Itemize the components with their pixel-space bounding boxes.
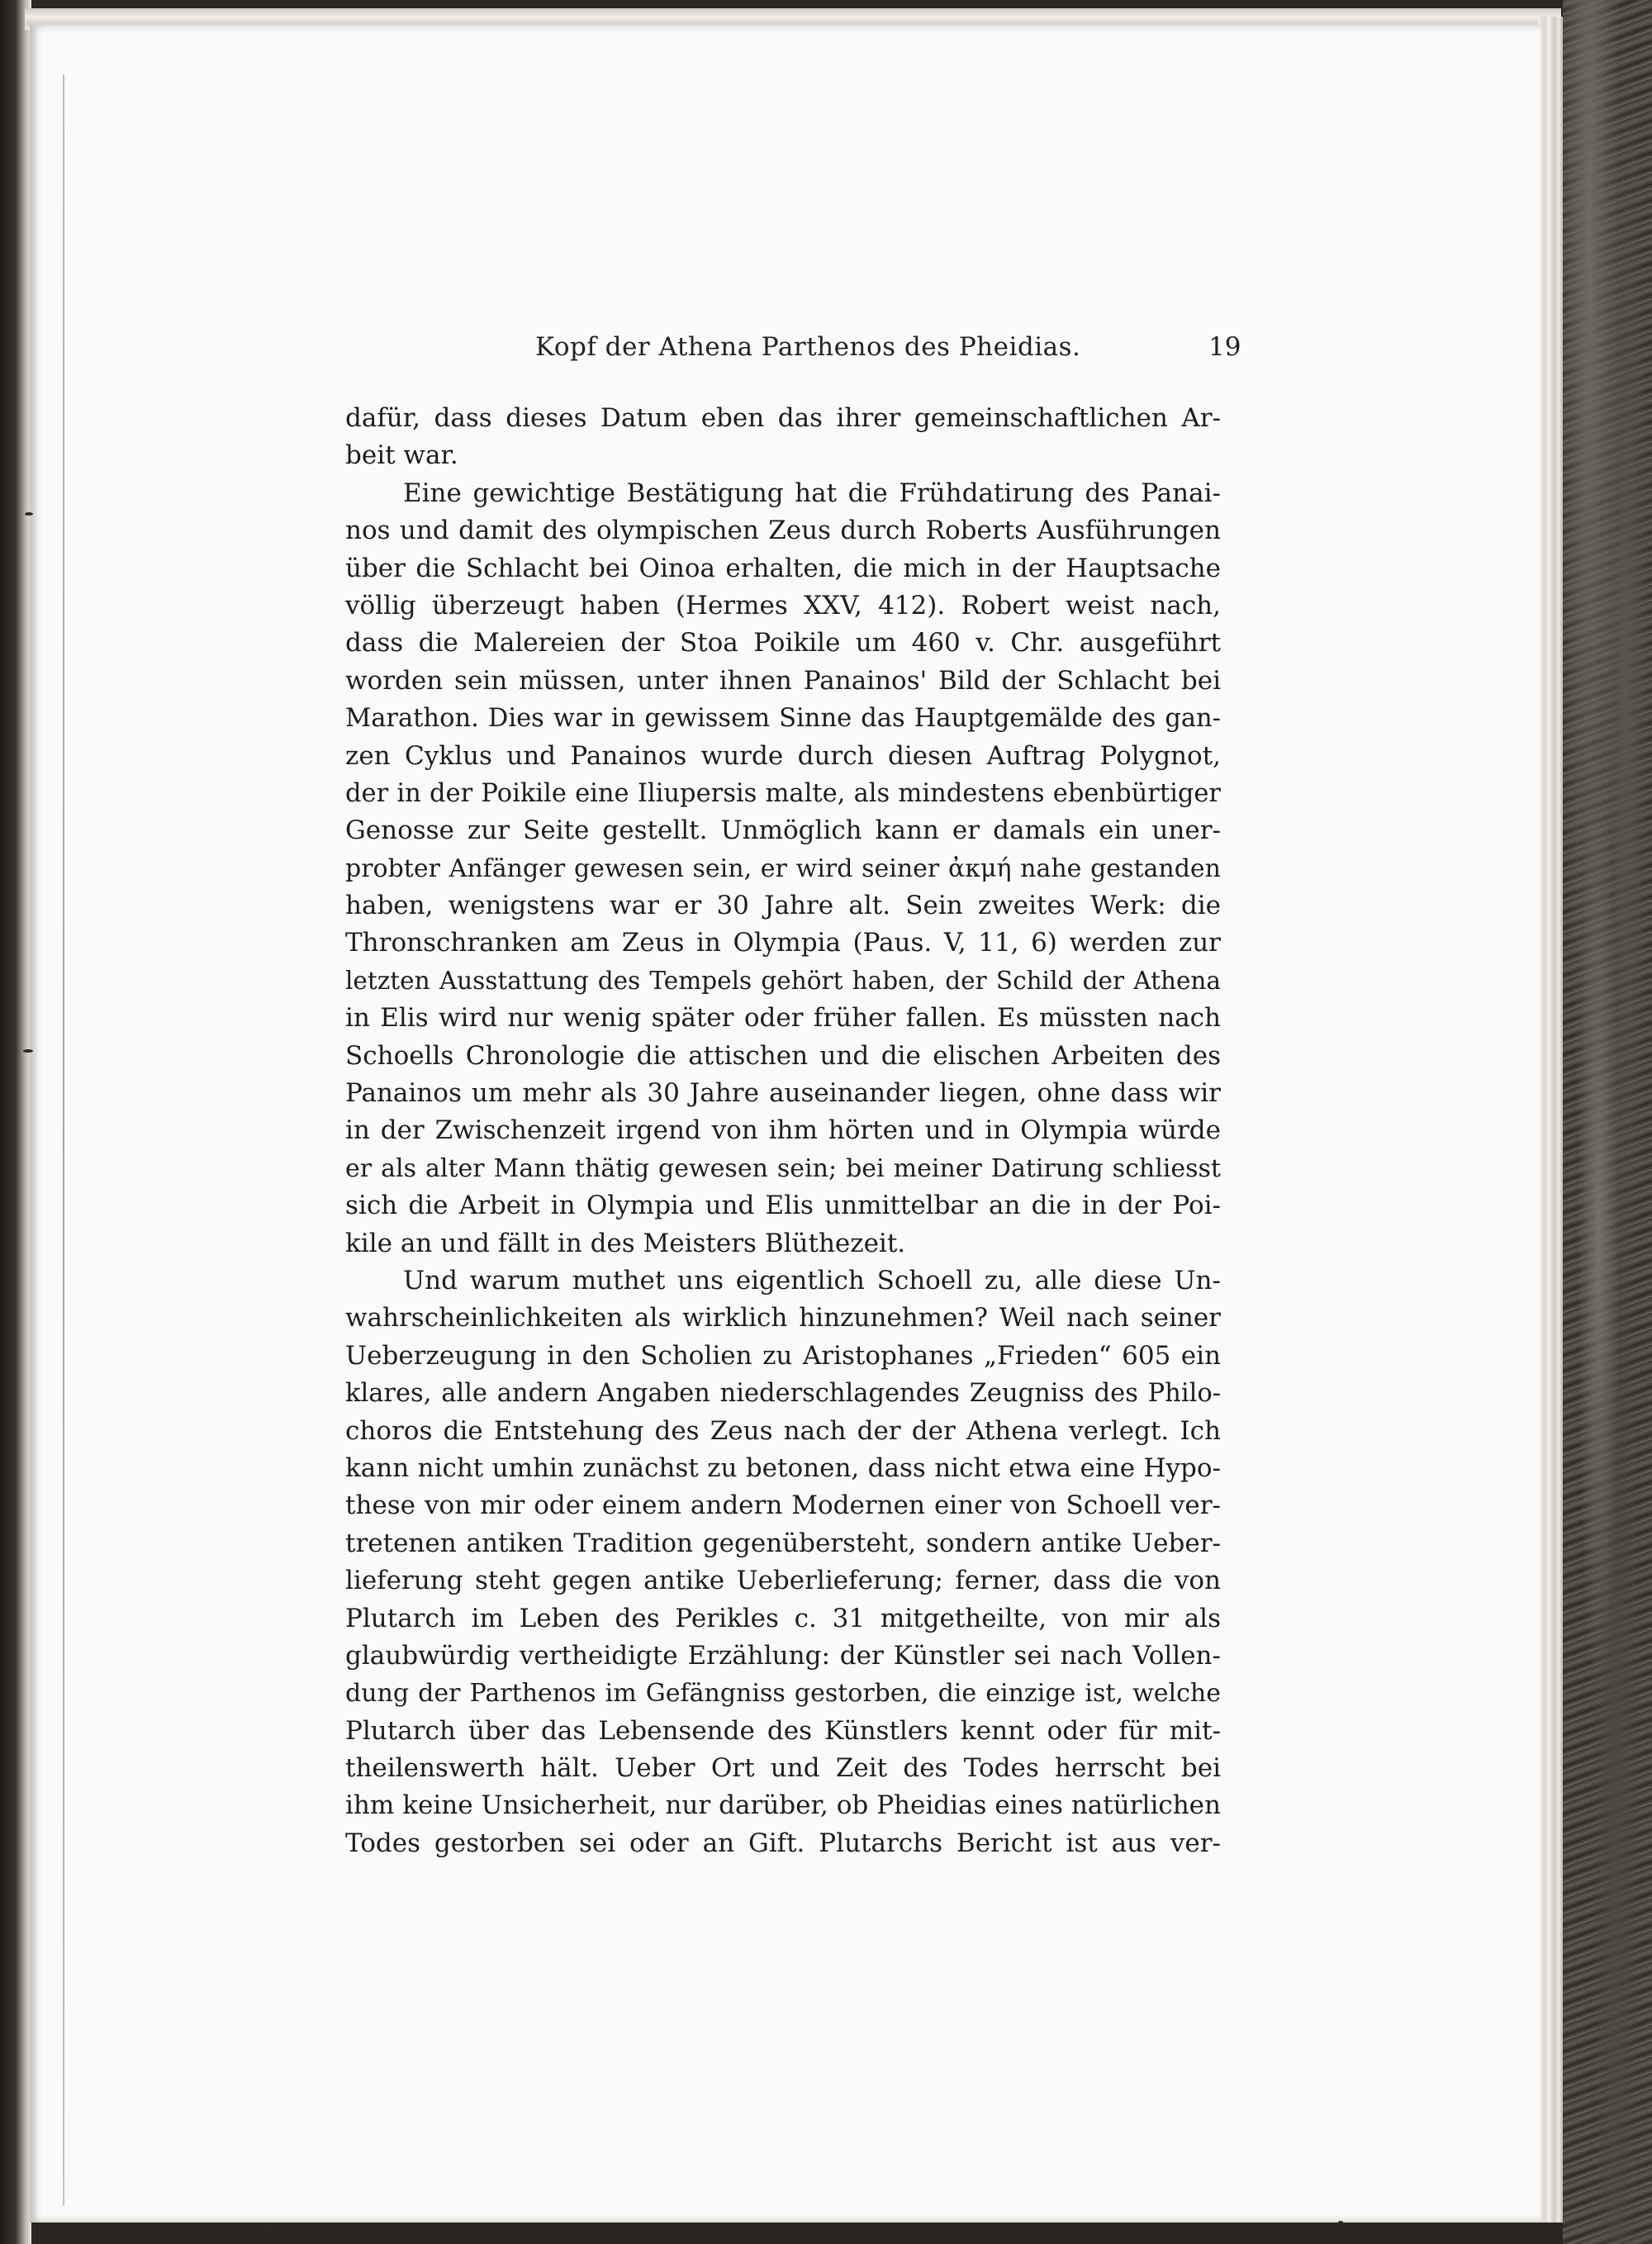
text-line: kile an und fällt in des Meisters Blüthezeit. — [345, 1228, 906, 1258]
ink-speck — [25, 512, 33, 516]
text-line: nos und damit des olympischen Zeus durch Roberts Ausführungen — [345, 516, 1221, 546]
text-line: Schoells Chronologie die attischen und die elischen Arbeiten des — [345, 1040, 1221, 1071]
text-line: Plutarch im Leben des Perikles c. 31 mitgetheilte, von mir als — [345, 1603, 1221, 1633]
text-line: letzten Ausstattung des Tempels gehört haben, der Schild der Athena — [345, 966, 1221, 995]
text-line: beit war. — [345, 440, 458, 471]
gutter-fold-line — [63, 74, 64, 2206]
marbled-cover-edge — [1563, 0, 1652, 2244]
text-line: völlig überzeugt haben (Hermes XXV, 412). Robert weist nach, — [345, 590, 1221, 620]
text-line: Plutarch über das Lebensende des Künstlers kennt oder für mit- — [345, 1715, 1221, 1746]
text-line: Marathon. Dies war in gewissem Sinne das Hauptgemälde des gan- — [345, 704, 1221, 734]
book-binding-edge — [0, 0, 31, 2244]
text-line: Ueberzeugung in den Scholien zu Aristophanes „Frieden“ 605 ein — [345, 1340, 1221, 1371]
text-line: glaubwürdig vertheidigte Erzählung: der Künstler sei nach Vollen- — [345, 1640, 1221, 1671]
text-line: klares, alle andern Angaben niederschlagendes Zeugniss des Philo- — [345, 1379, 1221, 1409]
text-line: kann nicht umhin zunächst zu betonen, dass nicht etwa eine Hypo- — [345, 1452, 1221, 1483]
text-line: dung der Parthenos im Gefängniss gestorben, die einzige ist, welche — [345, 1679, 1221, 1709]
text-line: Todes gestorben sei oder an Gift. Plutarchs Bericht ist aus ver- — [345, 1828, 1221, 1858]
text-line: sich die Arbeit in Olympia und Elis unmittelbar an die in der Poi- — [345, 1191, 1221, 1221]
body-text — [345, 400, 1221, 1862]
ink-speck — [23, 1049, 33, 1053]
text-line: dass die Malereien der Stoa Poikile um 460 v. Chr. ausgeführt — [345, 628, 1221, 658]
text-line: Panainos um mehr als 30 Jahre auseinander liegen, ohne dass wir — [345, 1078, 1221, 1109]
text-line: Genosse zur Seite gestellt. Unmöglich kann er damals ein uner- — [345, 815, 1221, 846]
text-line: Eine gewichtige Bestätigung hat die Frühdatirung des Panai- — [403, 478, 1221, 508]
text-line: Und warum muthet uns eigentlich Schoell zu, alle diese Un- — [403, 1265, 1221, 1296]
text-line: in der Zwischenzeit irgend von ihm hörten und in Olympia würde — [345, 1115, 1221, 1146]
text-line: theilenswerth hält. Ueber Ort und Zeit des Todes herrscht bei — [345, 1753, 1221, 1784]
text-line: zen Cyklus und Panainos wurde durch diesen Auftrag Polygnot, — [345, 740, 1221, 771]
text-line: er als alter Mann thätig gewesen sein; bei meiner Datirung schliesst — [345, 1153, 1221, 1183]
text-line: choros die Entstehung des Zeus nach der der Athena verlegt. Ich — [345, 1415, 1221, 1446]
page-number: 19 — [1208, 332, 1241, 362]
text-line: ihm keine Unsicherheit, nur darüber, ob Pheidias eines natürlichen — [345, 1790, 1221, 1821]
text-line: worden sein müssen, unter ihnen Panainos' Bild der Schlacht bei — [345, 665, 1221, 696]
page-stack-right-edge — [1538, 17, 1563, 2223]
text-line: haben, wenigstens war er 30 Jahre alt. Sein zweites Werk: die — [345, 891, 1221, 921]
text-line: these von mir oder einem andern Modernen einer von Schoell ver- — [345, 1490, 1221, 1521]
text-line: lieferung steht gegen antike Ueberlieferung; ferner, dass die von — [345, 1566, 1221, 1596]
text-line: wahrscheinlichkeiten als wirklich hinzunehmen? Weil nach seiner — [345, 1303, 1221, 1334]
text-line: Thronschranken am Zeus in Olympia (Paus. V, 11, 6) werden zur — [345, 928, 1221, 958]
text-line: über die Schlacht bei Oinoa erhalten, die mich in der Hauptsache — [345, 553, 1221, 583]
text-line: in Elis wird nur wenig später oder früher fallen. Es müssten nach — [345, 1003, 1221, 1034]
text-line: probter Anfänger gewesen sein, er wird seiner ἀκμή nahe gestanden — [345, 853, 1221, 883]
text-line: dafür, dass dieses Datum eben das ihrer gemeinschaftlichen Ar- — [345, 403, 1221, 433]
text-line: tretenen antiken Tradition gegenübersteht, sondern antike Ueber- — [345, 1528, 1221, 1558]
text-line: der in der Poikile eine Iliupersis malte, als mindestens ebenbürtiger — [345, 778, 1221, 808]
running-head-title: Kopf der Athena Parthenos des Pheidias. — [535, 332, 1081, 362]
ink-speck — [263, 2223, 270, 2226]
ink-speck — [1338, 2221, 1343, 2223]
